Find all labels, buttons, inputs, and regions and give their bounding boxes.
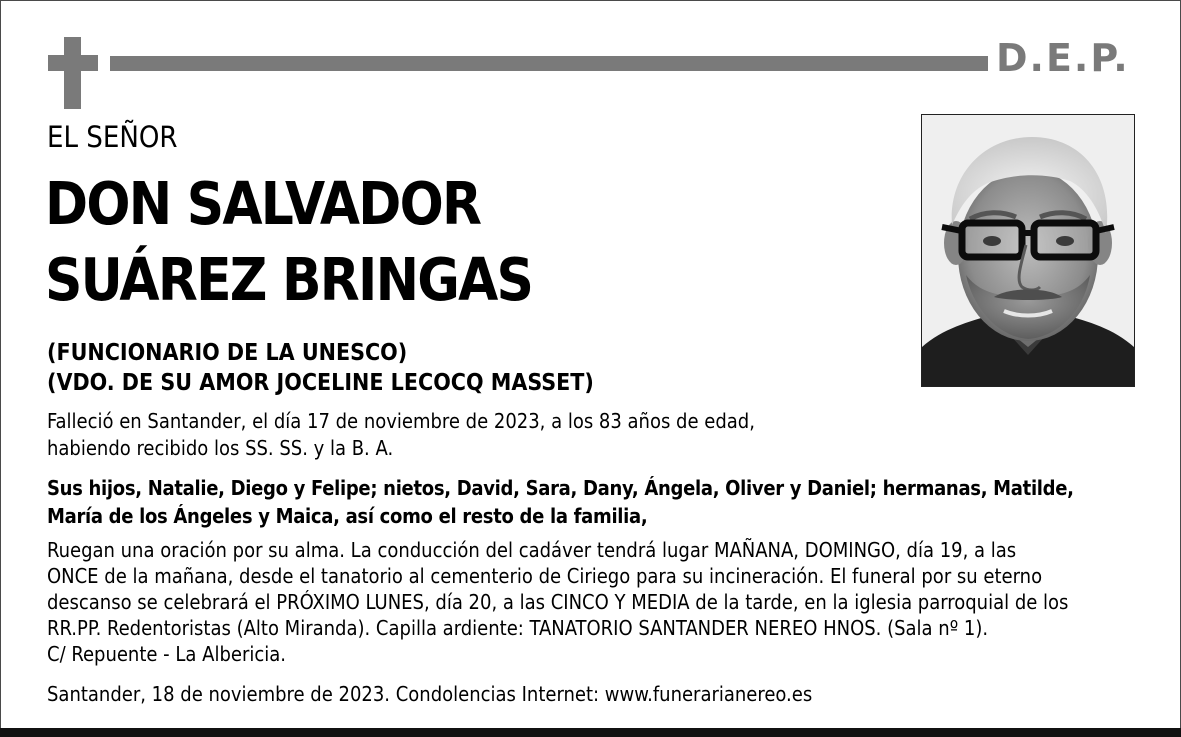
deceased-name-line-1: DON SALVADOR bbox=[45, 169, 481, 238]
death-notice-line-2: habiendo recibido los SS. SS. y la B. A. bbox=[47, 436, 394, 460]
family-line-1: Sus hijos, Natalie, Diego y Felipe; nietos, David, Sara, Dany, Ángela, Oliver y Daniel; hermanas, Matilde, bbox=[47, 476, 1074, 500]
funeral-details-line-5: C/ Repuente - La Albericia. bbox=[47, 642, 286, 666]
funeral-details-line-3: descanso se celebrará el PRÓXIMO LUNES, día 20, a las CINCO Y MEDIA de la tarde, en la iglesia parroquial de los bbox=[47, 590, 1069, 614]
honorific: EL SEÑOR bbox=[47, 120, 178, 154]
family-line-2: María de los Ángeles y Maica, así como el resto de la familia, bbox=[47, 504, 648, 528]
family-block bbox=[47, 474, 1074, 530]
death-notice bbox=[47, 408, 755, 462]
death-notice-line-1: Falleció en Santander, el día 17 de noviembre de 2023, a los 83 años de edad, bbox=[47, 409, 755, 433]
portrait-photo bbox=[921, 114, 1135, 387]
dep-heading: D.E.P. bbox=[996, 36, 1130, 80]
bottom-border bbox=[0, 728, 1181, 737]
role-line-2: (VDO. DE SU AMOR JOCELINE LECOCQ MASSET) bbox=[47, 370, 594, 396]
roles-block bbox=[47, 338, 594, 398]
funeral-details bbox=[47, 537, 1068, 667]
header-divider bbox=[110, 56, 988, 71]
funeral-details-line-2: ONCE de la mañana, desde el tanatorio al cementerio de Ciriego para su incineración. El funeral por su eterno bbox=[47, 564, 1043, 588]
deceased-name-line-2: SUÁREZ BRINGAS bbox=[45, 245, 533, 314]
funeral-details-line-4: RR.PP. Redentoristas (Alto Miranda). Capilla ardiente: TANATORIO SANTANDER NEREO HNOS. (Sala nº 1). bbox=[47, 616, 989, 640]
latin-cross-icon bbox=[48, 37, 98, 109]
funeral-details-line-1: Ruegan una oración por su alma. La conducción del cadáver tendrá lugar MAÑANA, DOMINGO, día 19, a las bbox=[47, 538, 1017, 562]
footer-condolences: Santander, 18 de noviembre de 2023. Condolencias Internet: www.funerarianereo.es bbox=[47, 682, 813, 706]
role-line-1: (FUNCIONARIO DE LA UNESCO) bbox=[47, 340, 408, 366]
deceased-name bbox=[45, 166, 532, 318]
